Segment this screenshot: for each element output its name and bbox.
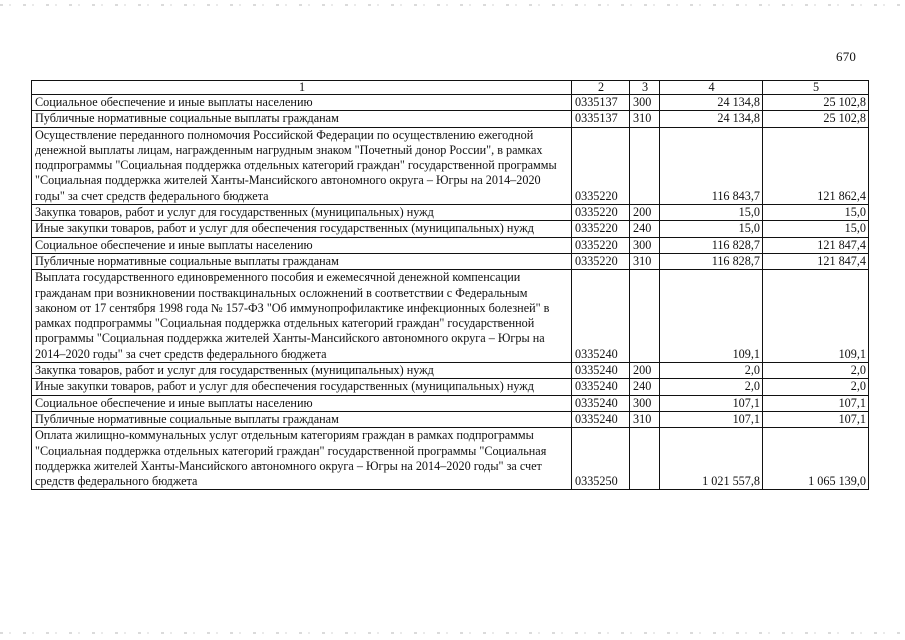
row-amount-year2: 121 862,4 (763, 127, 869, 204)
row-amount-year1: 107,1 (660, 411, 763, 427)
row-expense-type: 240 (630, 221, 660, 237)
row-target-article: 0335137 (572, 111, 630, 127)
table-row (32, 237, 869, 253)
row-amount-year1: 116 843,7 (660, 127, 763, 204)
row-name: Оплата жилищно-коммунальных услуг отдельным категориям граждан в рамках подпрограммы "Социальная поддержка отдельных категорий граждан" государственной программы "Социальная поддержка жителей Ханты-Мансийского автономного округа – Югры на 2014–2020 годы" за счет средств федерального бюджета (32, 428, 572, 490)
table-row (32, 253, 869, 269)
table-row (32, 205, 869, 221)
table-row (32, 428, 869, 490)
table-row (32, 270, 869, 363)
row-target-article: 0335240 (572, 270, 630, 363)
row-amount-year1: 116 828,7 (660, 237, 763, 253)
row-amount-year1: 107,1 (660, 395, 763, 411)
page-number: 670 (836, 49, 857, 64)
row-expense-type: 200 (630, 205, 660, 221)
row-name: Закупка товаров, работ и услуг для государственных (муниципальных) нужд (32, 205, 572, 221)
row-target-article: 0335240 (572, 379, 630, 395)
table-row (32, 379, 869, 395)
row-expense-type: 300 (630, 95, 660, 111)
row-amount-year2: 107,1 (763, 411, 869, 427)
column-header-year1: 4 (660, 81, 763, 95)
row-amount-year1: 24 134,8 (660, 95, 763, 111)
row-target-article: 0335250 (572, 428, 630, 490)
row-amount-year2: 121 847,4 (763, 253, 869, 269)
row-expense-type: 300 (630, 395, 660, 411)
row-target-article: 0335240 (572, 363, 630, 379)
row-name: Иные закупки товаров, работ и услуг для обеспечения государственных (муниципальных) нужд (32, 221, 572, 237)
row-amount-year2: 2,0 (763, 379, 869, 395)
table-row (32, 95, 869, 111)
row-amount-year2: 107,1 (763, 395, 869, 411)
row-expense-type: 300 (630, 237, 660, 253)
row-target-article: 0335137 (572, 95, 630, 111)
row-amount-year1: 2,0 (660, 379, 763, 395)
column-header-year2: 5 (763, 81, 869, 95)
table-row (32, 221, 869, 237)
column-header-csr: 2 (572, 81, 630, 95)
row-expense-type: 200 (630, 363, 660, 379)
column-header-name: 1 (32, 81, 572, 95)
row-amount-year1: 24 134,8 (660, 111, 763, 127)
row-name: Социальное обеспечение и иные выплаты населению (32, 95, 572, 111)
row-name: Публичные нормативные социальные выплаты гражданам (32, 111, 572, 127)
row-name: Публичные нормативные социальные выплаты гражданам (32, 411, 572, 427)
table-row (32, 111, 869, 127)
row-amount-year1: 116 828,7 (660, 253, 763, 269)
row-name: Выплата государственного единовременного пособия и ежемесячной денежной компенсации гражданам при возникновении поствакцинальных осложнений в соответствии с Федеральным законом от 17 сентября 1998 года № 157-ФЗ "Об иммунопрофилактике инфекционных болезней" в рамках подпрограммы "Социальная поддержка отдельных категорий граждан" государственной программы "Социальная поддержка жителей Ханты-Мансийского автономного округа – Югры на 2014–2020 годы" за счет средств федерального бюджета (32, 270, 572, 363)
row-target-article: 0335220 (572, 127, 630, 204)
top-scan-edge (0, 4, 905, 6)
budget-table (31, 80, 869, 490)
row-expense-type: 240 (630, 379, 660, 395)
row-amount-year1: 2,0 (660, 363, 763, 379)
row-name: Социальное обеспечение и иные выплаты населению (32, 395, 572, 411)
row-target-article: 0335220 (572, 237, 630, 253)
row-target-article: 0335220 (572, 221, 630, 237)
table-row (32, 395, 869, 411)
row-amount-year1: 1 021 557,8 (660, 428, 763, 490)
row-name: Социальное обеспечение и иные выплаты населению (32, 237, 572, 253)
row-amount-year1: 109,1 (660, 270, 763, 363)
row-target-article: 0335220 (572, 205, 630, 221)
row-amount-year2: 109,1 (763, 270, 869, 363)
row-expense-type: 310 (630, 253, 660, 269)
table-row (32, 411, 869, 427)
row-amount-year2: 25 102,8 (763, 95, 869, 111)
row-amount-year2: 15,0 (763, 205, 869, 221)
row-name: Публичные нормативные социальные выплаты гражданам (32, 253, 572, 269)
row-target-article: 0335220 (572, 253, 630, 269)
row-target-article: 0335240 (572, 411, 630, 427)
row-expense-type: 310 (630, 411, 660, 427)
row-expense-type (630, 127, 660, 204)
row-amount-year1: 15,0 (660, 221, 763, 237)
row-amount-year2: 2,0 (763, 363, 869, 379)
row-amount-year2: 121 847,4 (763, 237, 869, 253)
table-header-row (32, 81, 869, 95)
row-amount-year1: 15,0 (660, 205, 763, 221)
row-expense-type (630, 428, 660, 490)
row-amount-year2: 15,0 (763, 221, 869, 237)
bottom-scan-edge (0, 632, 905, 634)
row-expense-type: 310 (630, 111, 660, 127)
row-amount-year2: 25 102,8 (763, 111, 869, 127)
row-expense-type (630, 270, 660, 363)
column-header-vr: 3 (630, 81, 660, 95)
row-amount-year2: 1 065 139,0 (763, 428, 869, 490)
table-row (32, 127, 869, 204)
row-name: Иные закупки товаров, работ и услуг для обеспечения государственных (муниципальных) нужд (32, 379, 572, 395)
row-name: Закупка товаров, работ и услуг для государственных (муниципальных) нужд (32, 363, 572, 379)
table-row (32, 363, 869, 379)
row-name: Осуществление переданного полномочия Российской Федерации по осуществлению ежегодной денежной выплаты лицам, награжденным нагрудным знаком "Почетный донор России", в рамках подпрограммы "Социальная поддержка отдельных категорий граждан" государственной программы "Социальная поддержка жителей Ханты-Мансийского автономного округа – Югры на 2014–2020 годы" за счет средств федерального бюджета (32, 127, 572, 204)
row-target-article: 0335240 (572, 395, 630, 411)
